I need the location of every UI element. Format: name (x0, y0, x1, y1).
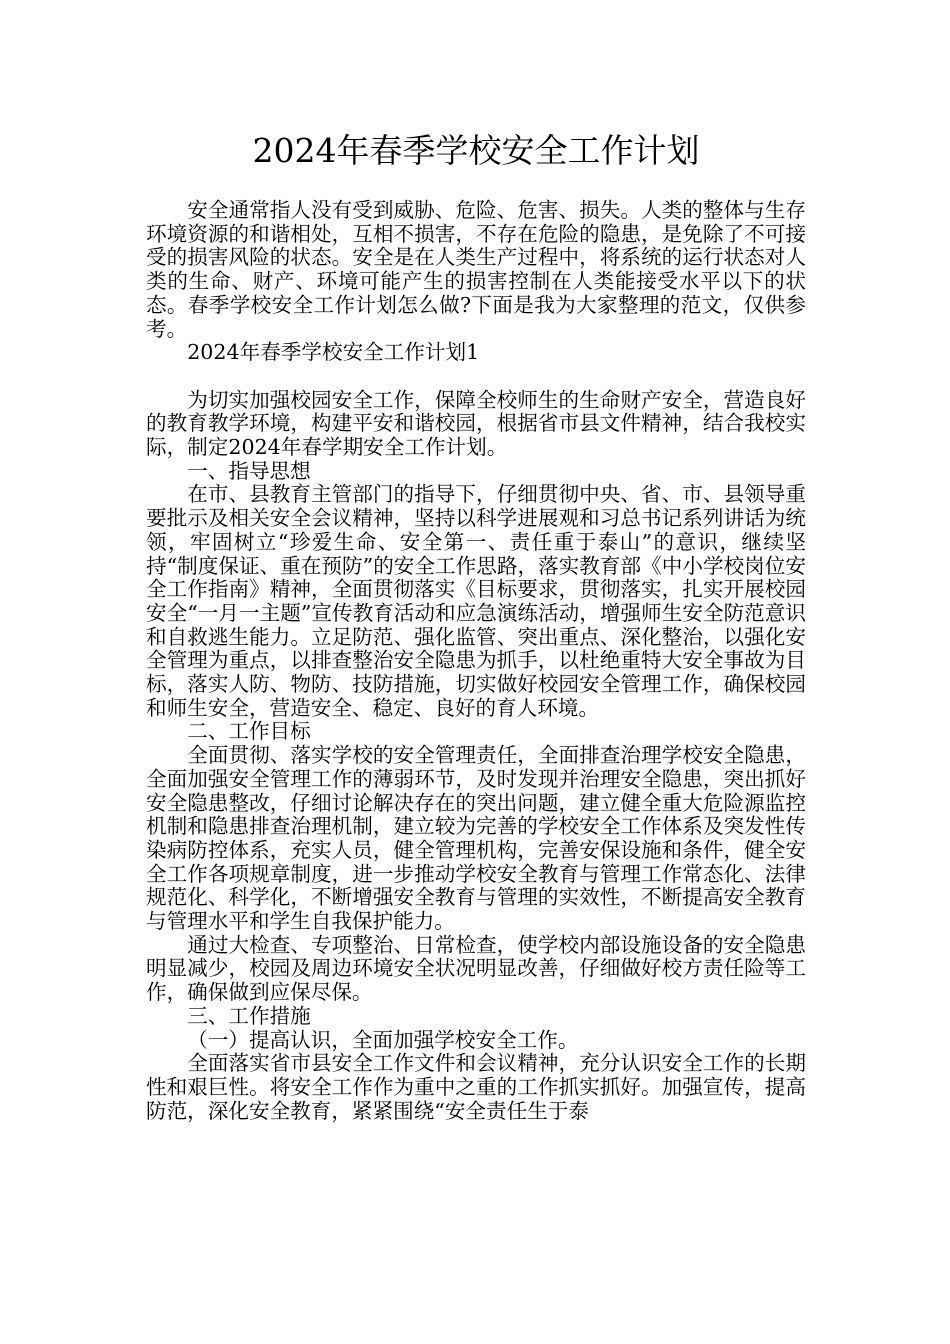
paragraph-inspection: 通过大检查、专项整治、日常检查，使学校内部设施设备的安全隐患明显减少，校园及周边环境安全状况明显改善，仔细做好校方责任险等工作，确保做到应保尽保。 (146, 932, 806, 1005)
paragraph-plan-heading: 2024年春季学校安全工作计划1 (187, 340, 480, 365)
blank-line (146, 365, 806, 389)
paragraph-implementation: 全面落实省市县安全工作文件和会议精神，充分认识安全工作的长期性和艰巨性。将安全工作作为重中之重的工作抓实抓好。加强宣传，提高防范，深化安全教育，紧紧围绕“安全责任生于泰 (146, 1051, 806, 1123)
paragraph-purpose: 为切实加强校园安全工作，保障全校师生的生命财产安全，营造良好的教育教学环境，构建平安和谐校园，根据省市县文件精神，结合我校实际，制定2024年春学期安全工作计划。 (146, 387, 806, 460)
paragraph-work-goals: 全面贯彻、落实学校的安全管理责任，全面排查治理学校安全隐患，全面加强安全管理工作的薄弱环节，及时发现并治理安全隐患，突出抓好安全隐患整改，仔细讨论解决存在的突出问题，建立健全重大危险源监控机制和隐患排查治理机制，建立较为完善的学校安全工作体系及突发性传染病防控体系，充实人员，健全管理机构，完善安保设施和条件，健全安全工作各项规章制度，进一步推动学校安全教育与管理工作常态化、法律规范化、科学化，不断增强安全教育与管理的实效性，不断提高安全教育与管理水平和学生自我保护能力。 (146, 743, 806, 934)
section-heading-guiding-ideology: 一、指导思想 (187, 458, 311, 483)
subsection-heading-awareness: （一）提高认识，全面加强学校安全工作。 (187, 1027, 579, 1052)
section-heading-work-goals: 二、工作目标 (187, 719, 311, 744)
paragraph-intro: 安全通常指人没有受到威胁、危险、危害、损失。人类的整体与生存环境资源的和谐相处，互相不损害，不存在危险的隐患，是免除了不可接受的损害风险的状态。安全是在人类生产过程中，将系统的运行状态对人类的生命、财产、环境可能产生的损害控制在人类能接受水平以下的状态。春季学校安全工作计划怎么做?下面是我为大家整理的范文，仅供参考。 (146, 198, 806, 341)
paragraph-guiding-ideology: 在市、县教育主管部门的指导下，仔细贯彻中央、省、市、县领导重要批示及相关安全会议精神，坚持以科学进展观和习总书记系列讲话为统领，牢固树立“珍爱生命、安全第一、责任重于泰山”的意识，继续坚持“制度保证、重在预防”的安全工作思路，落实教育部《中小学校岗位安全工作指南》精神，全面贯彻落实《目标要求，贯彻落实，扎实开展校园安全“一月一主题”宣传教育活动和应急演练活动，增强师生安全防范意识和自救逃生能力。立足防范、强化监管、突出重点、深化整治，以强化安全管理为重点，以排查整治安全隐患为抓手，以杜绝重特大安全事故为目标，落实人防、物防、技防措施，切实做好校园安全管理工作，确保校园和师生安全，营造安全、稳定、良好的育人环境。 (146, 482, 806, 720)
document-body (146, 199, 806, 1123)
document-title: 2024年春季学校安全工作计划 (252, 131, 700, 170)
section-heading-work-measures: 三、工作措施 (187, 1003, 311, 1028)
document-page (146, 128, 806, 1123)
